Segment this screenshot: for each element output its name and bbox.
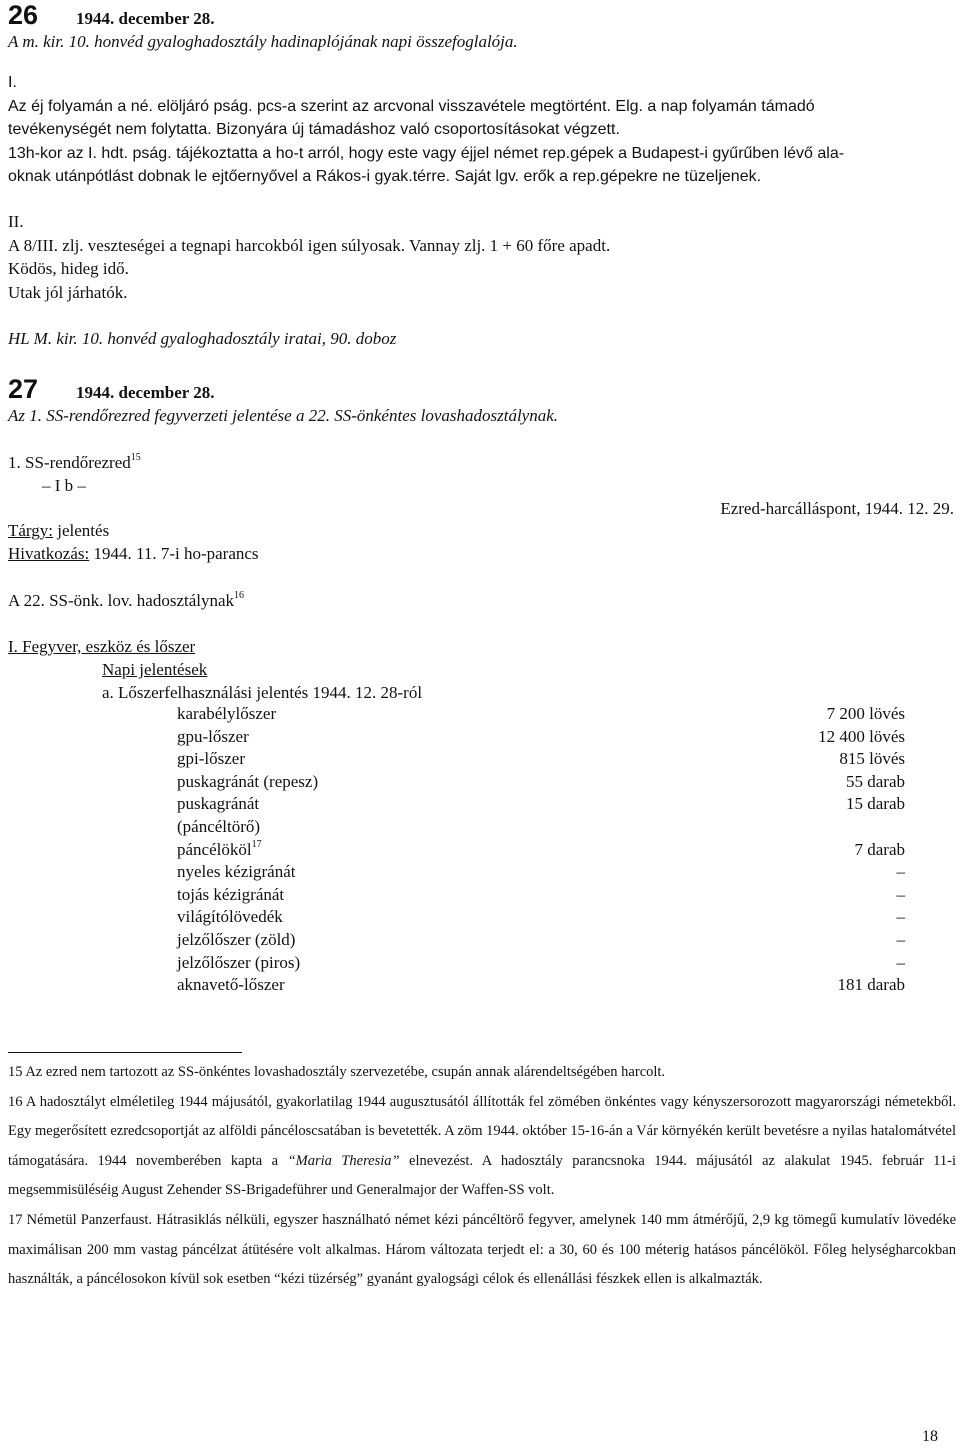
doc-date: 1944. december 28.: [76, 9, 215, 28]
ammo-name: puskagránát: [177, 794, 260, 814]
ammo-name: páncélököl: [177, 839, 252, 859]
doc-26-subtitle: A m. kir. 10. honvéd gyaloghadosztály hadinaplójának napi összefoglalója.: [8, 32, 518, 51]
footnote-15: 15 Az ezred nem tartozott az SS-önkéntes lovashadosztály szervezetébe, csupán annak alárendeltségében harcolt.: [8, 1064, 666, 1080]
footnote-17: 17 Németül Panzerfaust. Hátrasiklás nélküli, egyszer használható német kézi páncéltörő fegyver, amelynek 140 mm átmérőjű, 2,9 kg tömegű kumulatív lövedéke maximálisan 200 mm vastag páncélzat átütésére volt alkalmas. Három változata terjedt el: a 30, 60 és 100 méterig hatásos páncélököl. Főleg helységharcokban használták, a páncélosokon kívül sok esetben “kézi tüzérség” gyanánt gyalogsági célok és ellenállási fészkek ellen is alkalmazták.: [8, 1211, 956, 1288]
ammo-row: [177, 771, 905, 794]
ammo-row: [177, 952, 905, 975]
ammo-row: [177, 816, 905, 839]
subject-value: jelentés: [53, 521, 110, 540]
ammo-name: világítólövedék: [177, 907, 283, 927]
doc-number: 26: [8, 0, 39, 30]
ammo-value: 55 darab: [845, 771, 905, 791]
ammo-value: 181 darab: [837, 975, 905, 995]
ammo-row: [177, 929, 905, 952]
item-a: a. Lőszerfelhasználási jelentés 1944. 12. 28-ról: [102, 683, 423, 702]
footnote-rule: [8, 1052, 242, 1053]
text-line: 13h-kor az I. hdt. pság. tájékoztatta a ho-t arról, hogy este vagy éjjel német rep.gépek a Budapest-i gyűrűben lévő ala-: [8, 144, 845, 162]
footnotes: [8, 1058, 956, 1295]
ammo-row: [177, 906, 905, 929]
addressee: [8, 590, 244, 612]
ammo-name: nyeles kézigránát: [177, 862, 296, 882]
ammo-value: –: [896, 862, 905, 882]
subject-label: Tárgy:: [8, 521, 54, 540]
section-number: II.: [8, 212, 24, 231]
department: – I b –: [42, 476, 86, 495]
doc-26-header: [8, 0, 215, 30]
ammo-name: gpu-lőszer: [177, 726, 249, 746]
ammo-name: puskagránát (repesz): [177, 771, 319, 791]
ammo-name: karabélylőszer: [177, 704, 277, 723]
doc-date: 1944. december 28.: [76, 383, 215, 402]
reports-heading: Napi jelentések: [102, 660, 208, 679]
ammo-name: jelzőlőszer (zöld): [177, 929, 296, 949]
doc-26-source: HL M. kir. 10. honvéd gyaloghadosztály iratai, 90. doboz: [8, 329, 397, 348]
ammo-value: 15 darab: [845, 794, 905, 814]
text-line: A 8/III. zlj. veszteségei a tegnapi harcokból igen súlyosak. Vannay zlj. 1 + 60 főre apadt.: [8, 235, 611, 255]
ammo-row: [177, 884, 905, 907]
ammo-value: 815 lövés: [839, 749, 905, 769]
ammo-row: [177, 839, 905, 862]
footnote-16: [8, 1088, 956, 1206]
ammo-value: –: [896, 929, 905, 949]
text-line: oknak utánpótlást dobnak le ejtőernyővel a Rákos-i gyak.térre. Saját lgv. erők a rep.gépekre ne tüzeljenek.: [8, 168, 762, 186]
page-number: 18: [922, 1428, 938, 1445]
footnote-16-text-b: elnevezést. A hadosztály parancsnoka 1944. májusától az alakulat 1945. február 11-i megsemmisüléséig August Zehender SS-Brigadeführer und Generalmajor der Waffen-SS volt.: [8, 1152, 956, 1199]
text-line: tevékenységét nem folytatta. Bizonyára új támadáshoz való csoportosításokat végzett.: [8, 121, 620, 139]
sender: [8, 452, 141, 474]
ammo-name: (páncéltörő): [177, 816, 261, 836]
footnote-ref: 15: [130, 452, 141, 464]
doc-26-section-2: [8, 210, 952, 304]
reference-value: 1944. 11. 7-i ho-parancs: [89, 544, 259, 563]
footnote-16-text-a: 16 A hadosztályt elméletileg 1944 májusától, gyakorlatilag 1944 augusztusától állították fel zömében önkéntes vagy kényszersorozott magyarországi németekből. Egy megerősített ezredcsoportját az alföldi páncéloscsatában is bevetették. A zöm 1944. október 15-16-án a Vár környékén került bevetésre a nyilas hatalomátvétel támogatására. 1944 novemberében kapta a: [8, 1093, 956, 1169]
section-title: I. Fegyver, eszköz és lőszer: [8, 637, 196, 656]
sender-name: 1. SS-rendőrezred: [8, 453, 131, 472]
text-line: Utak jól járhatók.: [8, 282, 128, 302]
doc-number: 27: [8, 374, 39, 404]
ammo-row: [177, 748, 905, 771]
ammo-value: 7 darab: [854, 839, 905, 859]
ammo-value: –: [896, 884, 905, 904]
text-line: [8, 95, 952, 119]
text-line-part: Az éj folyamán a né. elöljáró pság. pcs-a szerint az arcvonal visszavétele megtörtént. Elg. a nap folyamán támadó: [8, 97, 815, 115]
ammo-name-wrap: [177, 839, 262, 862]
ammo-value: –: [896, 907, 905, 927]
ammo-value: 12 400 lövés: [818, 726, 905, 746]
footnote-16-italic: “Maria Theresia”: [287, 1152, 400, 1169]
footnote-ref: 16: [234, 590, 245, 602]
reference-label: Hivatkozás:: [8, 544, 90, 563]
ammo-name: jelzőlőszer (piros): [177, 952, 301, 972]
ammo-row: [177, 974, 905, 997]
section-number: I.: [8, 74, 17, 91]
ammo-name: aknavető-lőszer: [177, 975, 285, 995]
footnote-ref: 17: [251, 838, 262, 850]
doc-26-section-1: [8, 71, 952, 189]
doc-27-header: [8, 374, 215, 404]
reference-line: [8, 543, 259, 565]
ammo-row: [177, 861, 905, 884]
ammo-row: [177, 793, 905, 816]
subject-line: [8, 520, 109, 542]
ammo-value: –: [896, 952, 905, 972]
doc-27-subtitle: Az 1. SS-rendőrezred fegyverzeti jelentése a 22. SS-önkéntes lovashadosztálynak.: [8, 406, 559, 425]
ammo-table: [177, 703, 905, 997]
ammo-row: [177, 703, 905, 726]
location-date: Ezred-harcálláspont, 1944. 12. 29.: [720, 499, 954, 518]
ammo-value: 7 200 lövés: [826, 704, 905, 723]
ammo-name: gpi-lőszer: [177, 749, 245, 769]
addressee-text: A 22. SS-önk. lov. hadosztálynak: [8, 591, 235, 610]
ammo-row: [177, 726, 905, 749]
ammo-name: tojás kézigránát: [177, 884, 285, 904]
text-line: Ködös, hideg idő.: [8, 259, 129, 279]
